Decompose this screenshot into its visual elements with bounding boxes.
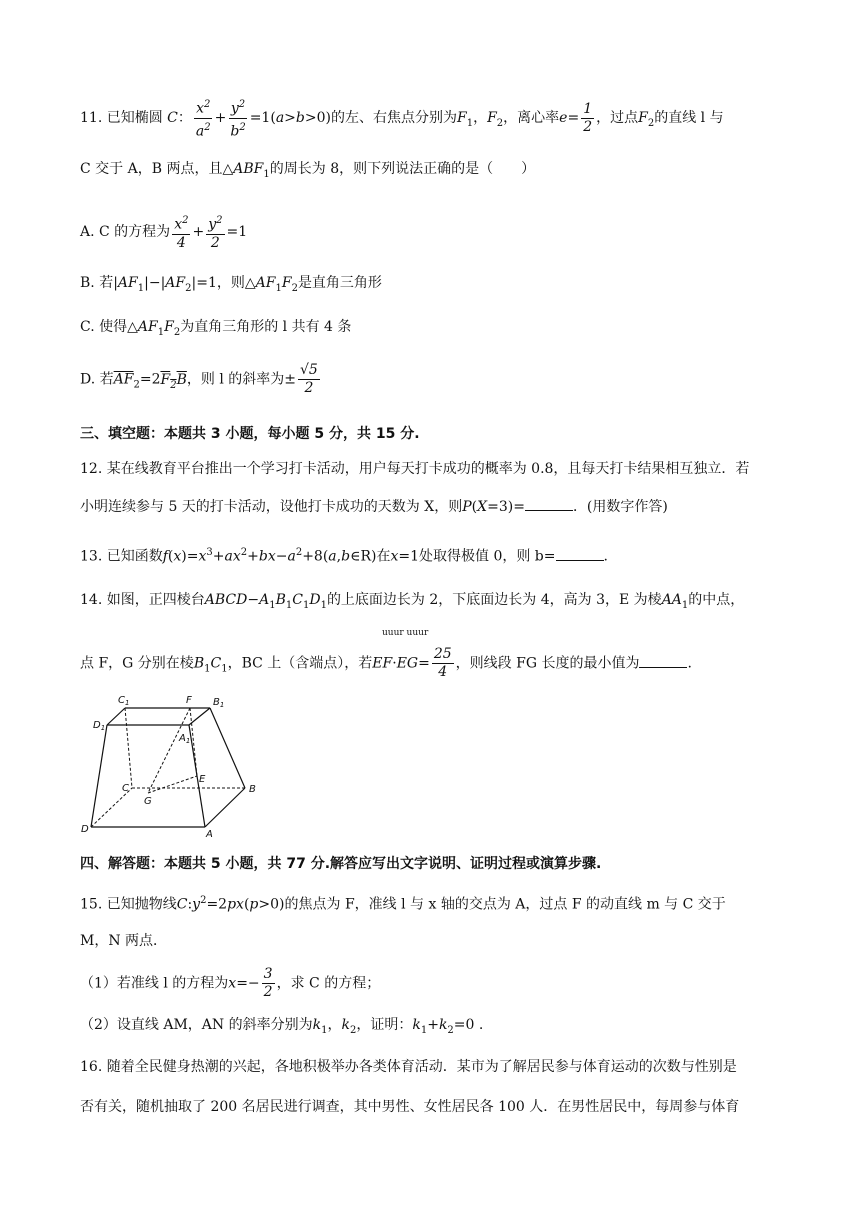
q15-line1: 15. 已知抛物线$C:y^2=2px(p>0)$的焦点为 F，准线 l 与 x 轴的交点为 A，过点 F 的动直线 m 与 C 交于	[80, 895, 726, 913]
q11-option-b: B. 若$|AF_1|-|AF_2|=1$，则$\triangle AF_1F_2$是直角三角形	[80, 275, 382, 294]
q15-line2: M，N 两点．	[80, 933, 168, 949]
q14-line1: 14. 如图，正四棱台$ABCD-A_1B_1C_1D_1$的上底面边长为 2，下底面边长为 4，高为 3，E 为棱$AA_1$的中点，	[80, 592, 745, 611]
q15-part1: （1）若准线 l 的方程为x=− $\frac{3}{2}$ ，求 C 的方程；	[80, 966, 381, 1000]
label-C1: $C_1$	[118, 695, 130, 707]
label-F: F	[186, 695, 192, 706]
label-B1: $B_1$	[213, 697, 225, 709]
q16-line2: 否有关，随机抽取了 200 名居民进行调查，其中男性、女性居民各 100 人．在男性居民中，每周参与体育	[80, 1099, 740, 1115]
q14-vector-marks: uuur uuur	[382, 628, 429, 638]
label-C: C	[122, 783, 129, 794]
label-A1: $A_1$	[179, 733, 191, 745]
label-G: G	[144, 796, 152, 807]
q15-part2: （2）设直线 AM，AN 的斜率分别为$k_1$，$k_2$，证明：$k_1+k_2=0$ .	[80, 1017, 484, 1036]
section-4-title: 四、解答题：本题共 5 小题，共 77 分.解答应写出文字说明、证明过程或演算步骤.	[80, 856, 602, 872]
label-E: E	[199, 774, 206, 785]
frustum-figure	[78, 690, 278, 840]
q12-line2: 小明连续参与 5 天的打卡活动，设他打卡成功的天数为 X，则P(X=3)= ．(用数字作答)	[80, 496, 668, 518]
label-B: B	[249, 784, 256, 795]
section-3-title: 三、填空题：本题共 3 小题，每小题 5 分，共 15 分.	[80, 426, 420, 442]
q11-line2: C 交于 A，B 两点，且$\triangle ABF_1$的周长为 8，则下列说法正确的是（ ）	[80, 161, 536, 180]
q14-line2: 点 F，G 分别在棱$B_1C_1$，BC 上（含端点），若EF·EG= $\frac{25}{4}$ ，则线段 FG 长度的最小值为 .	[80, 646, 692, 680]
label-D1: $D_1$	[93, 720, 106, 732]
fraction-y2-b2: $\frac{y^2}{b^2}$	[228, 96, 247, 140]
answer-blank[interactable]	[525, 496, 573, 511]
q11-line1: 11. 已知椭圆 C： $\frac{x^2}{a^2}$ + $\frac{y^2}{b^2}$ =1(a>b>0)的左、右焦点分别为$F_1$，$F_2$，离心率e= $\frac{1}{2}$ ，过点$F_2$的直线 l 与	[80, 96, 724, 140]
q11-option-a: A. C 的方程为 $\frac{x^2}{4}$ + $\frac{y^2}{2}$ =1	[80, 212, 247, 252]
q16-line1: 16. 随着全民健身热潮的兴起，各地积极举办各类体育活动．某市为了解居民参与体育运动的次数与性别是	[80, 1059, 737, 1075]
fraction-x2-a2: $\frac{x^2}{a^2}$	[194, 96, 213, 140]
q11-option-c: C. 使得$\triangle AF_1F_2$为直角三角形的 l 共有 4 条	[80, 319, 352, 338]
fraction-one-half: $\frac{1}{2}$	[583, 100, 593, 135]
answer-blank[interactable]	[639, 653, 687, 668]
label-A: A	[206, 829, 213, 840]
q12-line1: 12. 某在线教育平台推出一个学习打卡活动，用户每天打卡成功的概率为 0.8，且每天打卡结果相互独立．若	[80, 461, 750, 477]
q11-option-d: D. 若$\overline{AF}_2=2F_2B$，则 l 的斜率为± $\frac{√5}{2}$	[80, 362, 318, 396]
answer-blank[interactable]	[556, 546, 604, 561]
label-D: D	[81, 824, 89, 835]
q13-line: 13. 已知函数$f(x)=x^3+ax^2+bx-a^2+8(a,b\in R)$在x=1处取得极值 0，则 b= .	[80, 547, 608, 565]
